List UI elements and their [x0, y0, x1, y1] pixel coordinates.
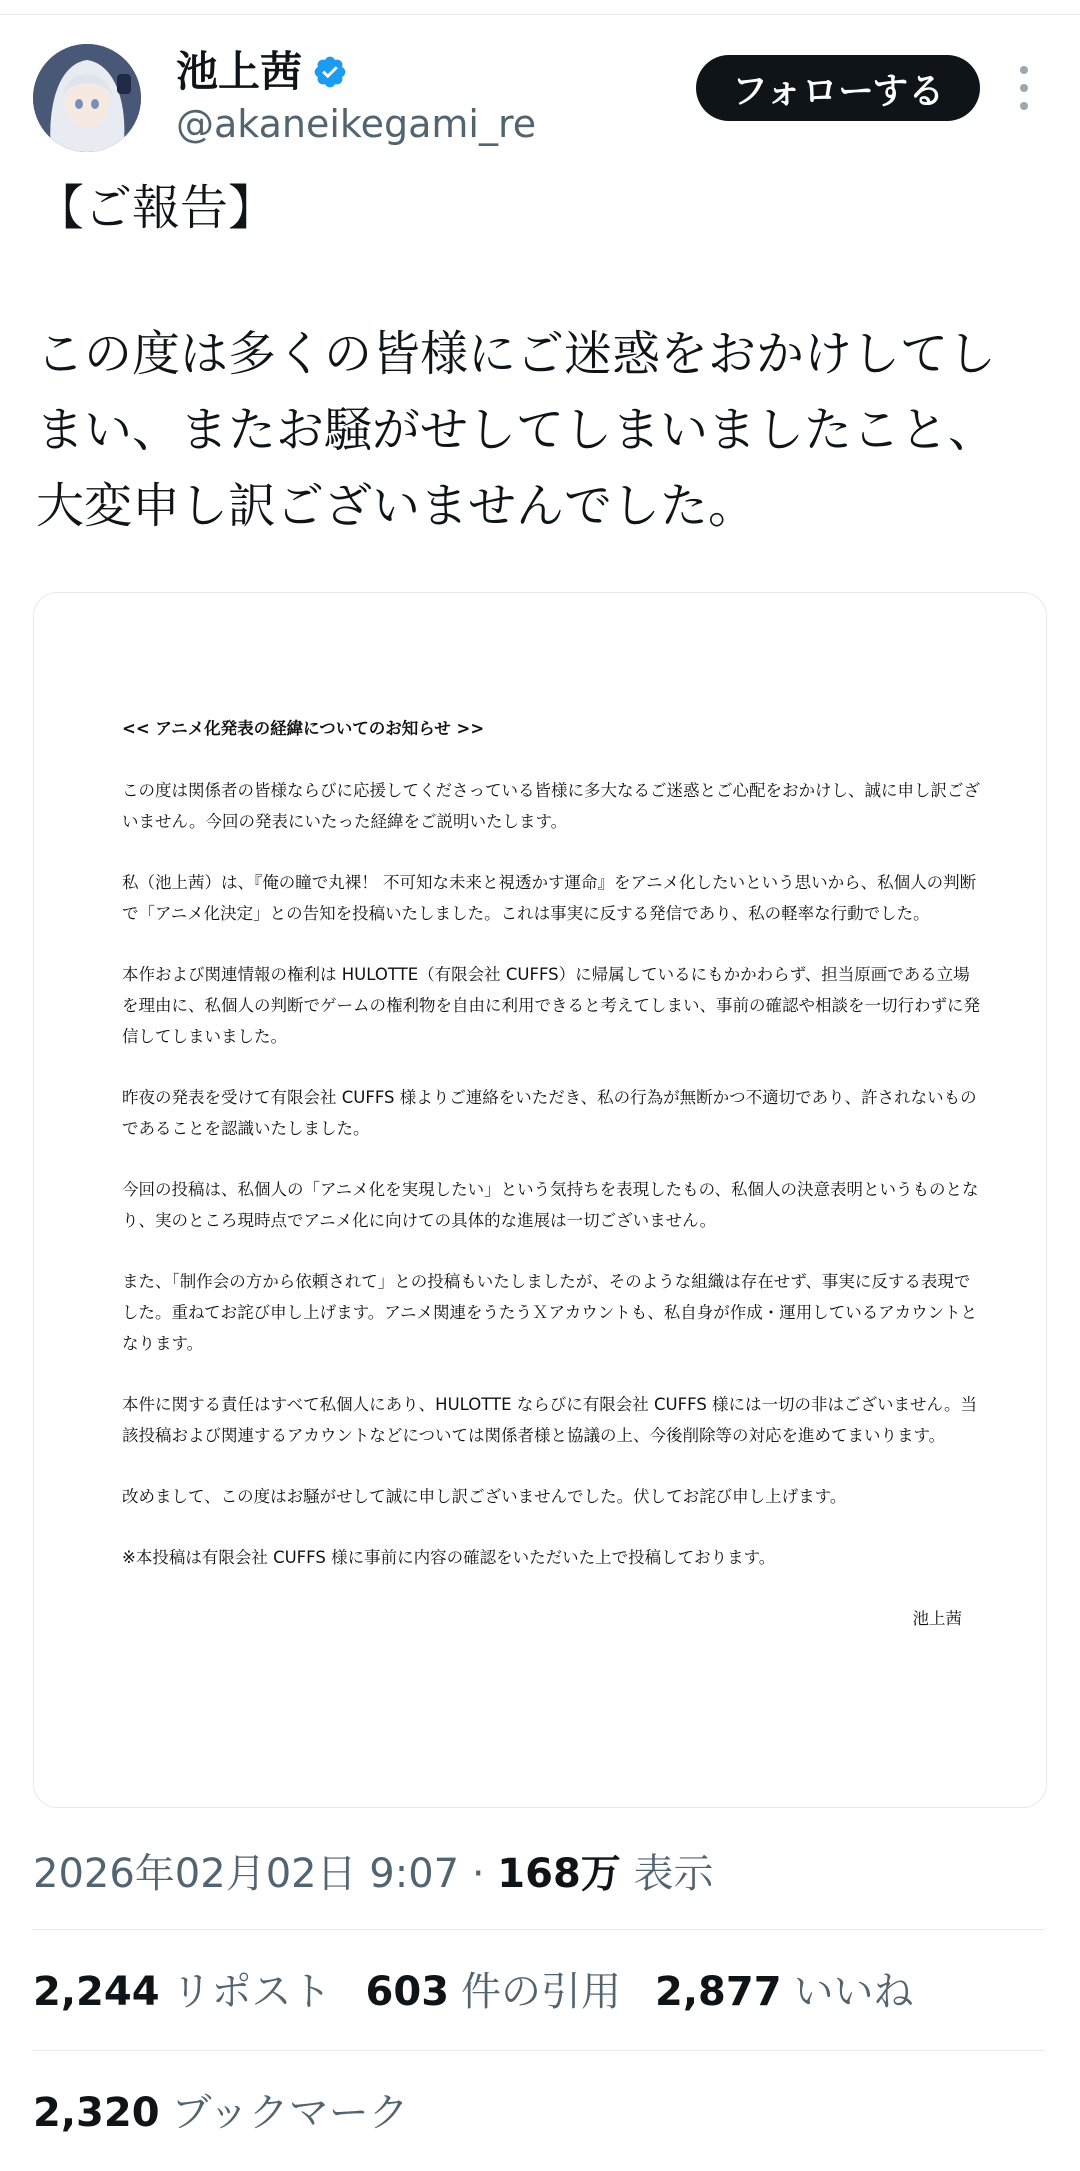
quotes-label: 件の引用	[461, 1969, 622, 2015]
attached-image[interactable]	[33, 592, 1047, 1808]
engagement-stats	[33, 1964, 948, 2020]
user-handle[interactable]: @akaneikegami_re	[176, 102, 537, 146]
more-options-icon[interactable]	[1014, 66, 1034, 112]
name-row	[176, 44, 348, 100]
notice-document	[122, 713, 982, 1634]
tweet-line: 大変申し訳ございませんでした。	[36, 478, 757, 534]
quotes-count: 603	[365, 1969, 450, 2015]
likes-count: 2,877	[655, 1969, 782, 2015]
notice-paragraph: 私（池上茜）は、『俺の瞳で丸裸！ 不可知な未来と視透かす運命』をアニメ化したいという思いから、私個人の判断で「アニメ化決定」との告知を投稿いたしました。これは事実に反する発信であり、私の軽率な行動でした。	[122, 873, 977, 923]
top-divider	[0, 0, 1080, 15]
verified-badge-icon	[312, 54, 348, 90]
notice-paragraph: 昨夜の発表を受けて有限会社 CUFFS 様よりご連絡をいただき、私の行為が無断かつ不適切であり、許されないものであることを認識いたしました。	[122, 1088, 977, 1138]
divider	[33, 2050, 1045, 2051]
tweet-heading: 【ご報告】	[36, 180, 277, 236]
notice-paragraph: この度は関係者の皆様ならびに応援してくださっている皆様に多大なるご迷惑とご心配をおかけし、誠に申し訳ございません。今回の発表にいたった経緯をご説明いたします。	[122, 781, 980, 831]
divider	[33, 1929, 1045, 1930]
reposts-label: リポスト	[171, 1969, 332, 2015]
bookmarks-label: ブックマーク	[171, 2090, 409, 2136]
display-name[interactable]: 池上茜	[176, 47, 303, 96]
reposts-stat[interactable]	[33, 1964, 332, 2020]
notice-paragraph: 今回の投稿は、私個人の「アニメ化を実現したい」という気持ちを表現したもの、私個人の決意表明というものとなり、実のところ現時点でアニメ化に向けての具体的な進展は一切ございません。	[122, 1180, 979, 1230]
avatar-image	[33, 44, 141, 152]
tweet-line: この度は多くの皆様にご迷惑をおかけしてし	[36, 326, 997, 382]
views-label: 表示	[633, 1851, 714, 1897]
bookmarks-count: 2,320	[33, 2090, 160, 2136]
notice-title: << アニメ化発表の経緯についてのお知らせ >>	[122, 719, 485, 738]
notice-signature: 池上茜	[912, 1609, 962, 1628]
notice-paragraph: また、「制作会の方から依頼されて」との投稿もいたしましたが、そのような組織は存在せず、事実に反する表現でした。重ねてお詫び申し上げます。アニメ関連をうたうＸアカウントも、私自身が作成・運用しているアカウントとなります。	[122, 1272, 978, 1353]
likes-stat[interactable]	[655, 1964, 914, 2020]
bookmark-stats	[33, 2085, 443, 2141]
reposts-count: 2,244	[33, 1969, 160, 2015]
notice-paragraph: 本件に関する責任はすべて私個人にあり、HULOTTE ならびに有限会社 CUFFS 様には一切の非はございません。当該投稿および関連するアカウントなどについては関係者様と協議の上、今後削除等の対応を進めてまいります。	[122, 1395, 978, 1445]
notice-paragraph: 改めまして、この度はお騒がせして誠に申し訳ございませんでした。伏してお詫び申し上げます。	[122, 1487, 847, 1506]
bookmarks-stat[interactable]	[33, 2085, 409, 2141]
tweet-datetime[interactable]: 2026年02月02日 9:07	[33, 1851, 460, 1897]
tweet-line: まい、またお騒がせしてしまいましたこと、	[36, 402, 997, 458]
follow-button[interactable]: フォローする	[696, 55, 980, 121]
tweet-meta	[33, 1846, 714, 1902]
notice-paragraph: 本作および関連情報の権利は HULOTTE（有限会社 CUFFS）に帰属しているにもかかわらず、担当原画である立場を理由に、私個人の判断でゲームの権利物を自由に利用できると考えてしまい、事前の確認や相談を一切行わずに発信してしまいました。	[122, 965, 980, 1046]
tweet-text	[36, 316, 1046, 544]
likes-label: いいね	[793, 1969, 914, 2015]
views-count: 168万	[497, 1851, 621, 1897]
notice-paragraph: ※本投稿は有限会社 CUFFS 様に事前に内容の確認をいただいた上で投稿しております。	[122, 1548, 776, 1567]
avatar[interactable]	[33, 44, 141, 152]
meta-separator: ·	[471, 1851, 498, 1897]
quotes-stat[interactable]	[366, 1964, 622, 2020]
